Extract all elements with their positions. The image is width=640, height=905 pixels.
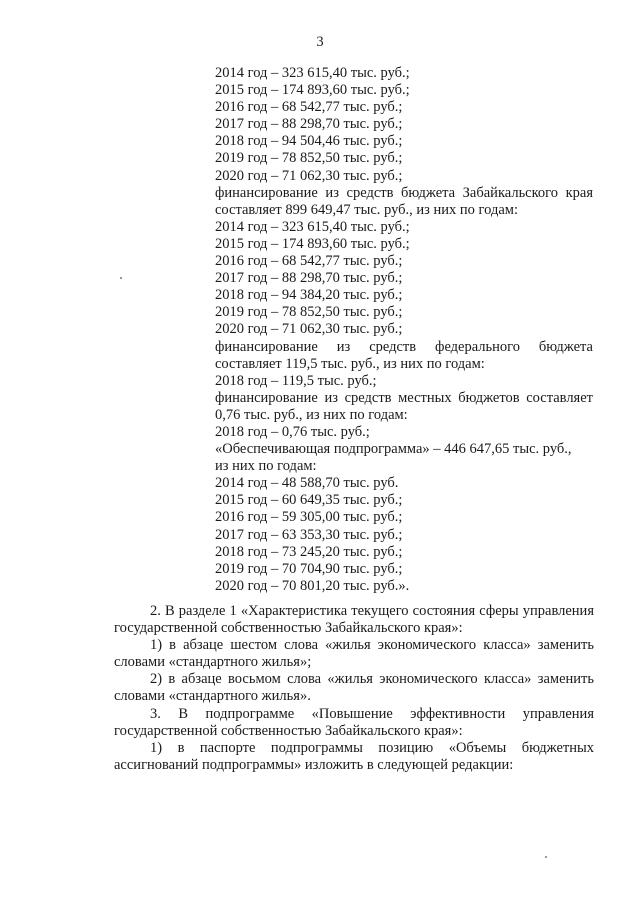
budget-line: 2018 год – 0,76 тыс. руб.; bbox=[215, 423, 370, 440]
budget-line: 2014 год – 48 588,70 тыс. руб. bbox=[215, 475, 399, 492]
budget-line: 2020 год – 71 062,30 тыс. руб.; bbox=[215, 167, 403, 184]
budget-text-line: составляет 899 649,47 тыс. руб., из них по годам: bbox=[215, 201, 518, 218]
budget-line: 2018 год – 73 245,20 тыс. руб.; bbox=[215, 543, 403, 560]
budget-line: 2019 год – 78 852,50 тыс. руб.; bbox=[215, 150, 403, 167]
amendment-paragraphs bbox=[114, 603, 594, 774]
budget-line: 2014 год – 323 615,40 тыс. руб.; bbox=[215, 65, 410, 81]
budget-column bbox=[215, 65, 593, 595]
scan-speck bbox=[120, 277, 122, 279]
paragraph bbox=[114, 671, 594, 705]
paragraph-continuation: словами «стандартного жилья»; bbox=[114, 654, 312, 671]
paragraph bbox=[114, 637, 594, 671]
paragraph-first-line: 1) в абзаце шестом слова «жилья экономического класса» заменить bbox=[150, 637, 594, 654]
budget-line: 2015 год – 174 893,60 тыс. руб.; bbox=[215, 82, 410, 99]
budget-line: 2019 год – 78 852,50 тыс. руб.; bbox=[215, 304, 403, 321]
budget-line: 2018 год – 94 504,46 тыс. руб.; bbox=[215, 133, 403, 150]
budget-line: 2017 год – 88 298,70 тыс. руб.; bbox=[215, 270, 403, 287]
paragraph-continuation: государственной собственностью Забайкальского края»: bbox=[114, 620, 463, 637]
paragraph-first-line: 3. В подпрограмме «Повышение эффективности управления bbox=[150, 705, 594, 722]
budget-line: 2016 год – 68 542,77 тыс. руб.; bbox=[215, 99, 403, 116]
budget-line: 2020 год – 70 801,20 тыс. руб.». bbox=[215, 577, 410, 594]
budget-line: 2020 год – 71 062,30 тыс. руб.; bbox=[215, 321, 403, 338]
paragraph bbox=[114, 740, 594, 774]
paragraph-first-line: 1) в паспорте подпрограммы позицию «Объемы бюджетных bbox=[150, 739, 594, 756]
budget-line: 2018 год – 94 384,20 тыс. руб.; bbox=[215, 287, 403, 304]
paragraph-continuation: словами «стандартного жилья». bbox=[114, 688, 311, 705]
budget-text-line: составляет 119,5 тыс. руб., из них по годам: bbox=[215, 355, 485, 372]
paragraph-first-line: 2. В разделе 1 «Характеристика текущего состояния сферы управления bbox=[150, 603, 594, 619]
budget-line: 2016 год – 68 542,77 тыс. руб.; bbox=[215, 253, 403, 270]
budget-text-line: 0,76 тыс. руб., из них по годам: bbox=[215, 406, 408, 423]
budget-line: 2019 год – 70 704,90 тыс. руб.; bbox=[215, 560, 403, 577]
paragraph bbox=[114, 706, 594, 740]
paragraph-continuation: государственной собственностью Забайкальского края»: bbox=[114, 722, 463, 739]
budget-line: 2017 год – 88 298,70 тыс. руб.; bbox=[215, 116, 403, 133]
budget-line: 2015 год – 174 893,60 тыс. руб.; bbox=[215, 235, 410, 252]
budget-text-line: «Обеспечивающая подпрограмма» – 446 647,65 тыс. руб., bbox=[215, 441, 572, 458]
budget-line: 2016 год – 59 305,00 тыс. руб.; bbox=[215, 509, 403, 526]
budget-line: 2014 год – 323 615,40 тыс. руб.; bbox=[215, 218, 410, 235]
budget-text-line: финансирование из средств местных бюджетов составляет bbox=[215, 389, 593, 406]
budget-text-line: финансирование из средств бюджета Забайкальского края bbox=[215, 184, 593, 201]
budget-line: 2017 год – 63 353,30 тыс. руб.; bbox=[215, 526, 403, 543]
budget-text-line: финансирование из средств федерального бюджета bbox=[215, 338, 593, 355]
budget-line: 2015 год – 60 649,35 тыс. руб.; bbox=[215, 492, 403, 509]
budget-text-line: из них по годам: bbox=[215, 458, 317, 475]
budget-line: 2018 год – 119,5 тыс. руб.; bbox=[215, 372, 377, 389]
paragraph-first-line: 2) в абзаце восьмом слова «жилья экономического класса» заменить bbox=[150, 671, 594, 688]
scan-speck bbox=[545, 856, 547, 858]
paragraph bbox=[114, 603, 594, 637]
page-number: 3 bbox=[316, 34, 324, 50]
paragraph-continuation: ассигнований подпрограммы» изложить в следующей редакции: bbox=[114, 756, 514, 773]
